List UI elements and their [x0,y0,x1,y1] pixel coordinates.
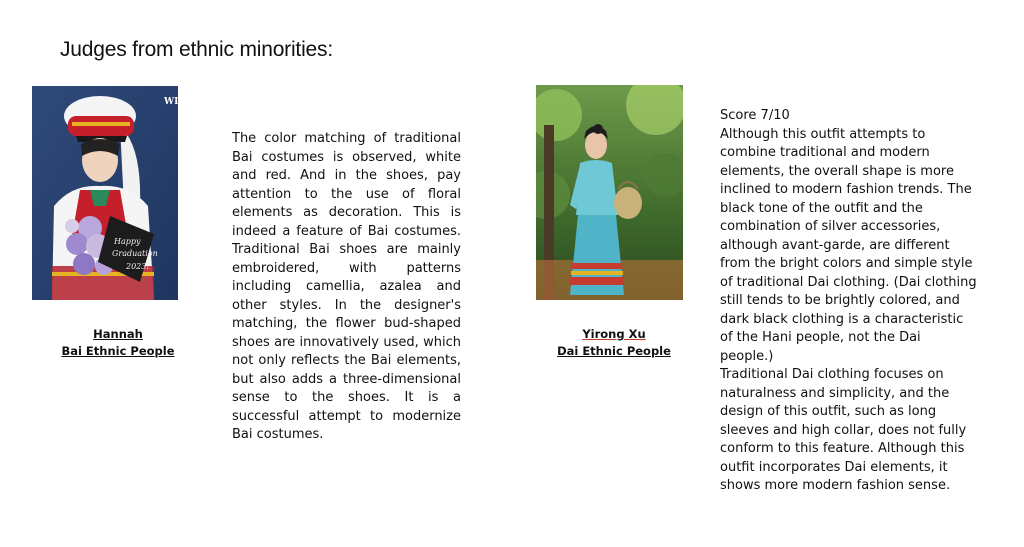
svg-text:Happy: Happy [114,237,141,246]
svg-text:2023!: 2023! [126,262,150,271]
judge-caption-yirong [555,326,673,360]
svg-text:Graduation: Graduation [112,249,158,258]
svg-text:WI: WI [164,97,178,107]
judge-comment-yirong [720,107,978,496]
judge-caption-hannah [60,326,176,360]
judge-score: Score 7/10 [720,108,790,123]
judge-name: Hannah [93,327,143,341]
judge-photo-bai-icon [32,86,178,300]
page-title: Judges from ethnic minorities: [60,38,333,61]
judge-comment-hannah: The color matching of traditional Bai costumes is observed, white and red. And in the shoes, pay attention to the use of floral elements as decoration. This is indeed a feature of Bai costumes. Traditional Bai shoes are mainly embroidered, with patterns including camellia, azalea and other styles. In the designer's matching, the flower bud-shaped shoes are innovatively used, which not only reflects the Bai elements, but also adds a three-dimensional sense to the shoes. It is a successful attempt to modernize Bai costumes. [232,131,461,442]
comment-paragraph-2: Traditional Dai clothing focuses on naturalness and simplicity, and the design of this outfit, such as long sleeves and high collar, does not fully conform to this feature. Although this outfit incorporates Dai elements, it shows more modern fashion sense. [720,367,967,493]
comment-paragraph-1: Although this outfit attempts to combine traditional and modern elements, the overall shape is more inclined to modern fashion trends. The black tone of the outfit and the combination of silver accessories, although avant-garde, are different from the bright colors and simple style of traditional Dai clothing. (Dai clothing still tends to be brightly colored, and dark black clothing is a characteristic of the Hani people, not the Dai people.) [720,126,977,364]
judge-ethnicity: Dai Ethnic People [557,344,671,358]
judge-photo-yirong [536,85,683,300]
judge-photo-hannah [32,86,178,300]
judge-photo-dai-icon [536,85,683,300]
judge-name: Yirong Xu [582,327,646,341]
judge-ethnicity: Bai Ethnic People [61,344,175,358]
